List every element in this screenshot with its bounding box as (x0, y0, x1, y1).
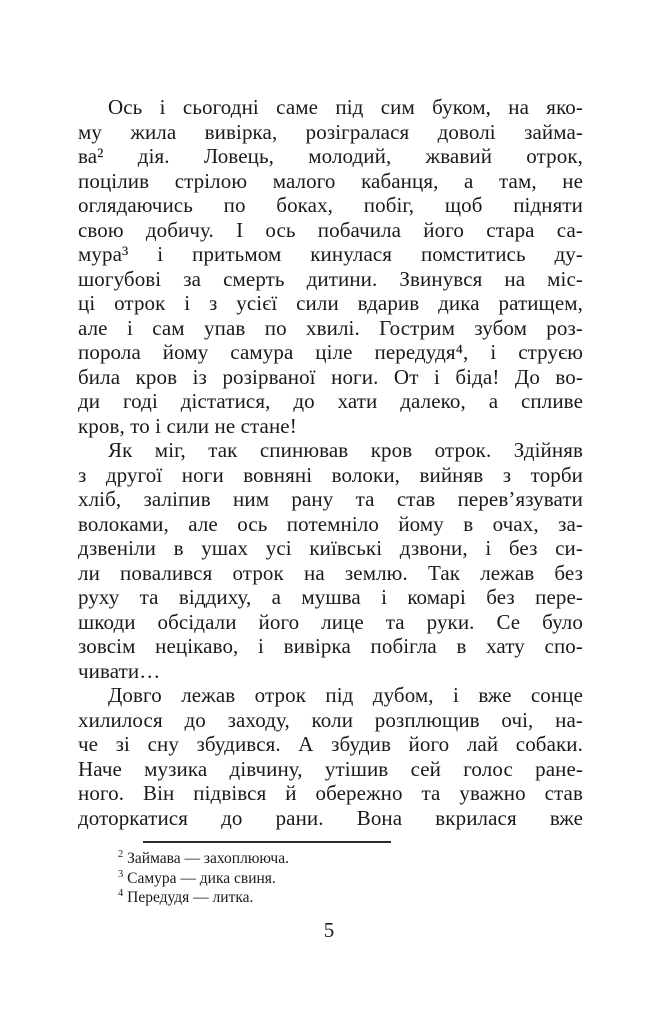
text-line: але і сам упав по хвилі. Гострим зубом роз- (78, 315, 583, 340)
text-line: кров, то і сили не стане! (78, 413, 297, 438)
text-line: Довго лежав отрок під дубом, і вже сонце (108, 683, 583, 707)
footnote-text: Передудя — литка. (123, 889, 254, 906)
footnote-marker: 3 (118, 868, 124, 880)
footnote-text: Самура — дика свиня. (123, 869, 276, 887)
text-line: била кров із розірваної ноги. От і біда! До во- (78, 364, 583, 389)
text-line: ці отрок і з усієї сили вдарив дика ратищем, (78, 291, 583, 315)
text-line: порола йому самура ціле передудя⁴, і струєю (78, 340, 583, 364)
text-line: ного. Він підвівся й обережно та уважно став (78, 781, 583, 805)
page-number: 5 (323, 918, 335, 942)
text-line: че зі сну збудився. А збудив його лай собаки. (78, 732, 583, 756)
text-line: поцілив стрілою малого кабанця, а там, не (78, 168, 583, 193)
body-text (78, 95, 583, 830)
footnote (78, 888, 583, 908)
text-line: з другої ноги вовняні волоки, вийняв з торби (78, 462, 583, 487)
text-line: шогубові за смерть дитини. Звинувся на міс- (78, 266, 583, 291)
text-line: хліб, заліпив ним рану та став перев’язувати (78, 487, 583, 511)
text-line: свою добичу. І ось побачила його стара са- (78, 217, 583, 242)
text-line: хилилося до заходу, коли розплющив очі, на- (78, 707, 583, 732)
footnote-marker: 4 (118, 887, 124, 899)
text-line: оглядаючись по боках, побіг, щоб підняти (78, 193, 583, 217)
text-line: чивати… (78, 658, 161, 683)
footnote-text: Займава — захоплююча. (123, 850, 289, 867)
footnote-marker: 2 (118, 848, 124, 860)
text-line: зовсім нецікаво, і вивірка побігла в хату спо- (78, 634, 583, 658)
text-line: му жила вивірка, розігралася доволі займа- (78, 119, 583, 144)
text-line: мура³ і притьмом кинулася помститись ду- (78, 242, 583, 266)
text-line: Ось і сьогодні саме під сим буком, на яко- (108, 95, 583, 119)
footnote (78, 869, 583, 889)
text-line: ва² дія. Ловець, молодий, жвавий отрок, (78, 144, 583, 168)
footnotes (78, 849, 583, 908)
text-line: доторкатися до рани. Вона вкрилася вже (78, 805, 583, 830)
text-line: шкоди обсідали його лице та руки. Се було (78, 609, 583, 634)
footnote (78, 849, 583, 869)
text-line: Як міг, так спинював кров отрок. Здійняв (108, 438, 583, 462)
text-line: руху та віддиху, а мушва і комарі без пере- (78, 585, 583, 609)
text-line: волоками, але ось потемніло йому в очах, за- (78, 511, 583, 536)
text-line: дзвеніли в ушах усі київські дзвони, і без си- (78, 536, 583, 560)
text-line: ли повалився отрок на землю. Так лежав без (78, 560, 583, 585)
text-line: Наче музика дівчину, утішив сей голос ране- (78, 756, 583, 781)
footnote-separator (143, 841, 391, 843)
text-line: ди годі дістатися, до хати далеко, а спливе (78, 389, 583, 413)
